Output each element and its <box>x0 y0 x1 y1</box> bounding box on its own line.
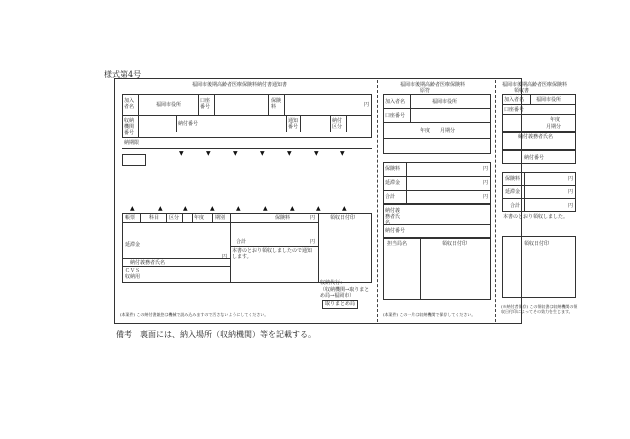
receipt-year-label: 年度 <box>550 117 561 123</box>
agent-text: （収納機関→取りまとめ局→福岡市） <box>320 287 370 299</box>
ocr-mark-box <box>122 154 146 166</box>
middle-footnote: (本案件) この一片は収納機関で保存してください。 <box>383 312 476 317</box>
bundle-label: 取りまとめ局 <box>325 301 356 307</box>
notice-slip-title: 福岡市後期高齢者医療保険料納付書通知書 <box>192 82 288 88</box>
deadline-label: 納期限 <box>124 140 140 146</box>
middle-year-label: 年度 <box>420 128 431 134</box>
col-subject: 科目 <box>149 215 160 221</box>
receipt-delay-yen: 円 <box>568 189 574 195</box>
middle-subtitle: 原符 <box>420 88 431 94</box>
receipt-payer-label: 納付義務者氏名 <box>518 134 554 140</box>
middle-subscriber-value: 福岡市役所 <box>432 99 458 105</box>
receipt-title: 福岡市後期高齢者医療保険料 <box>502 82 568 88</box>
delay-yen: 円 <box>222 254 228 260</box>
middle-account-label: 口座番号 <box>385 113 406 119</box>
middle-handler-label: 担当局名 <box>387 241 408 247</box>
receipt-subscriber-value: 福岡市役所 <box>536 97 562 103</box>
subscriber-value: 福岡市役所 <box>156 102 182 108</box>
receipt-stamp-label: 領収日付印 <box>330 215 356 221</box>
receipt-subtitle: 領収書 <box>514 88 530 94</box>
receipt-footnote: (※納付者保存) この領収書は収納機関の領収日付印によってその効力を生じます。 <box>501 304 578 314</box>
payment-category-label: 納付区分 <box>332 118 343 130</box>
col-slip: 帳票 <box>125 215 136 221</box>
receipt-subscriber-label: 加入者名 <box>504 97 525 103</box>
total-label: 合計 <box>236 239 247 245</box>
receipt-payment-number-label: 納付番号 <box>524 155 545 161</box>
notice-footnote: (本案件) この納付書兼控は機械で読み込みますので汚さないようにしてください。 <box>120 312 269 317</box>
middle-payer-label: 納付義務者氏名 <box>385 208 401 226</box>
notice-number-label: 通知番号 <box>288 118 299 130</box>
middle-premium-label: 保険料 <box>385 166 401 172</box>
middle-total-yen: 円 <box>483 194 489 200</box>
col-premium: 保険料 <box>275 215 291 221</box>
payment-number-label: 納付番号 <box>178 121 199 127</box>
notes: 備考 裏面には、納入場所（収納機関）等を記載する。 <box>116 330 316 339</box>
premium-yen: 円 <box>364 102 370 108</box>
receipt-account-label: 口座番号 <box>504 107 525 113</box>
payer-label: 納付義務者氏名 <box>130 260 166 266</box>
receipt-total-label: 合計 <box>510 203 521 209</box>
account-label: 口座番号 <box>200 98 211 110</box>
delay-label: 延滞金 <box>125 242 141 248</box>
middle-payment-number-label: 納付番号 <box>385 228 406 234</box>
subscriber-label: 加入者名 <box>124 98 135 110</box>
perforation-line-2 <box>495 80 496 322</box>
form-number: 様式第4号 <box>104 70 142 79</box>
col-premium-yen: 円 <box>310 215 316 221</box>
middle-stamp-label: 領収日付印 <box>442 241 468 247</box>
receipt-delay-label: 延滞金 <box>505 189 521 195</box>
middle-title: 福岡市後期高齢者医療保険料 <box>400 82 466 88</box>
receipt-text: 本書のとおり領収しました。 <box>503 214 569 220</box>
middle-delay-label: 延滞金 <box>385 180 401 186</box>
receipt-period-label: 月期分 <box>546 124 562 130</box>
middle-total-label: 合計 <box>385 194 396 200</box>
middle-stamp-block <box>383 238 491 300</box>
col-category: 区分 <box>169 215 180 221</box>
premium-label: 保険料 <box>271 98 282 110</box>
middle-premium-yen: 円 <box>483 166 489 172</box>
middle-delay-yen: 円 <box>483 180 489 186</box>
notice-top-block <box>122 94 372 138</box>
institution-label: 収納機関番号 <box>124 118 135 136</box>
receipt-premium-label: 保険料 <box>505 176 521 182</box>
col-period: 期別 <box>215 215 226 221</box>
perforation-line-1 <box>377 80 378 322</box>
agent-label: 収納代行： <box>320 280 346 286</box>
total-yen: 円 <box>310 239 316 245</box>
receipt-text: 本書のとおり領収しましたので通知します。 <box>232 248 313 260</box>
receipt-total-yen: 円 <box>568 203 574 209</box>
middle-period-label: 月期分 <box>440 128 456 134</box>
receipt-premium-yen: 円 <box>568 176 574 182</box>
col-year: 年度 <box>194 215 205 221</box>
cvs-label: ＣＶＳ収納用 <box>125 268 141 280</box>
receipt-stamp-label: 領収日付印 <box>524 241 550 247</box>
middle-subscriber-label: 加入者名 <box>385 99 406 105</box>
